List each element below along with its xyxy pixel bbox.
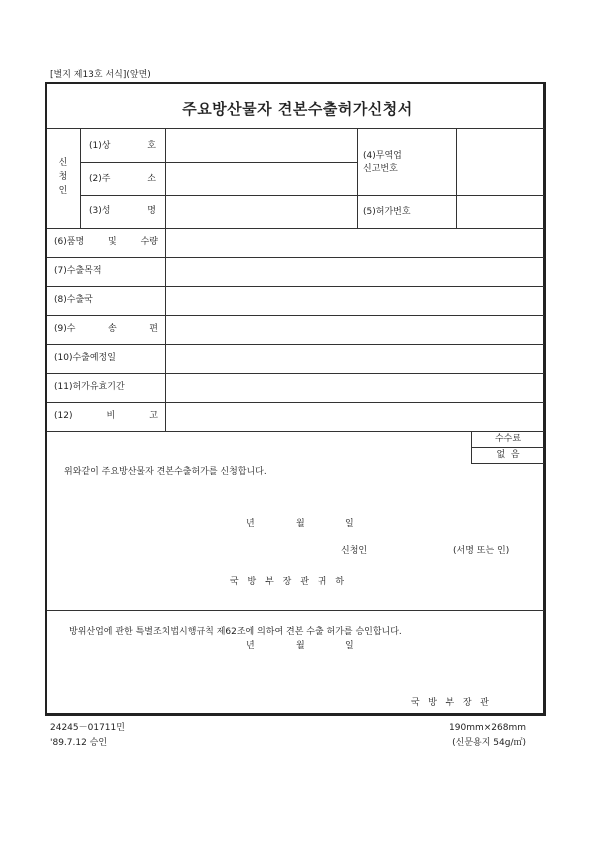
form-number-label: [별지 제13호 서식](앞면) (50, 70, 151, 80)
country-label: (8)수출국 (54, 295, 93, 305)
fee-divider (471, 447, 544, 448)
item-label (54, 237, 158, 248)
shipping-label-a: (9)수 (54, 324, 76, 334)
fee-bottom (471, 463, 544, 464)
trade-name-end: 호 (147, 141, 156, 151)
col-line (357, 128, 358, 228)
issuer: 국 방 부 장 관 (411, 698, 489, 708)
address-field[interactable] (166, 163, 356, 194)
shipping-label (54, 324, 158, 335)
address-num: (2)주 (89, 174, 111, 184)
country-field[interactable] (166, 287, 543, 314)
item-label-b: 및 (108, 237, 117, 247)
permit-no-label: (5)허가번호 (363, 207, 411, 217)
name-end: 명 (147, 206, 156, 216)
address-end: 소 (147, 174, 156, 184)
section-divider (47, 610, 544, 611)
footer-size: 190mm×268mm (449, 723, 526, 733)
remarks-label-c: 고 (149, 411, 158, 421)
request-statement: 위와같이 주요방산물자 견본수출허가를 신청합니다. (64, 467, 267, 477)
applicant-label-3: 인 (58, 186, 68, 196)
name-label (89, 206, 156, 217)
shipping-field[interactable] (166, 316, 543, 343)
validity-label: (11)허가유효기간 (54, 382, 125, 392)
applicant-label-2: 청 (58, 172, 68, 182)
export-date-label: (10)수출예정일 (54, 353, 116, 363)
purpose-label: (7)수출목적 (54, 266, 102, 276)
name-field[interactable] (166, 196, 356, 227)
approval-date-month: 월 (296, 641, 305, 651)
shipping-label-c: 편 (149, 324, 158, 334)
purpose-field[interactable] (166, 258, 543, 285)
fee-value: 없 음 (496, 450, 520, 460)
remarks-label-b: 비 (106, 411, 116, 421)
applicant-label-1: 신 (58, 158, 68, 168)
footer-paper: (신문용지 54g/㎡) (452, 738, 526, 748)
approval-date-day: 일 (345, 641, 354, 651)
address-label (89, 174, 156, 185)
name-num: (3)성 (89, 206, 111, 216)
date-month: 월 (296, 519, 305, 529)
form-title: 주요방산물자 견본수출허가신청서 (182, 100, 413, 118)
item-label-a: (6)품명 (54, 237, 85, 247)
trade-name-num: (1)상 (89, 141, 111, 151)
item-label-c: 수량 (140, 237, 158, 247)
signature-hint: (서명 또는 인) (453, 546, 510, 556)
trade-name-label (89, 141, 156, 152)
applicant-signature-label: 신청인 (341, 546, 368, 556)
col-line (80, 128, 81, 228)
approval-statement: 방위산업에 관한 특별조치법시행규칙 제62조에 의하여 견본 수출 허가를 승인합니다. (69, 627, 402, 637)
remarks-field[interactable] (166, 403, 543, 430)
applicant-signature-field[interactable] (378, 543, 448, 559)
remarks-label-a: (12) (54, 411, 73, 421)
trade-reg-field[interactable] (457, 129, 543, 194)
validity-field[interactable] (166, 374, 543, 401)
shipping-label-b: 송 (108, 324, 117, 334)
permit-no-field[interactable] (457, 196, 543, 227)
trade-name-field[interactable] (166, 129, 356, 161)
date-year: 년 (246, 519, 255, 529)
remarks-label (54, 411, 158, 422)
addressee: 국 방 부 장 관 귀 하 (230, 577, 348, 587)
approval-date-year: 년 (246, 641, 255, 651)
footer-approval: '89.7.12 승인 (50, 738, 108, 748)
date-day: 일 (345, 519, 354, 529)
footer-code: 24245－01711민 (50, 723, 125, 733)
row-line (47, 431, 544, 432)
export-date-field[interactable] (166, 345, 543, 372)
trade-reg-label-1: (4)무역업 (363, 151, 402, 161)
fee-label: 수수료 (494, 434, 522, 444)
item-field[interactable] (166, 229, 543, 256)
trade-reg-label-2: 신고번호 (363, 164, 398, 174)
